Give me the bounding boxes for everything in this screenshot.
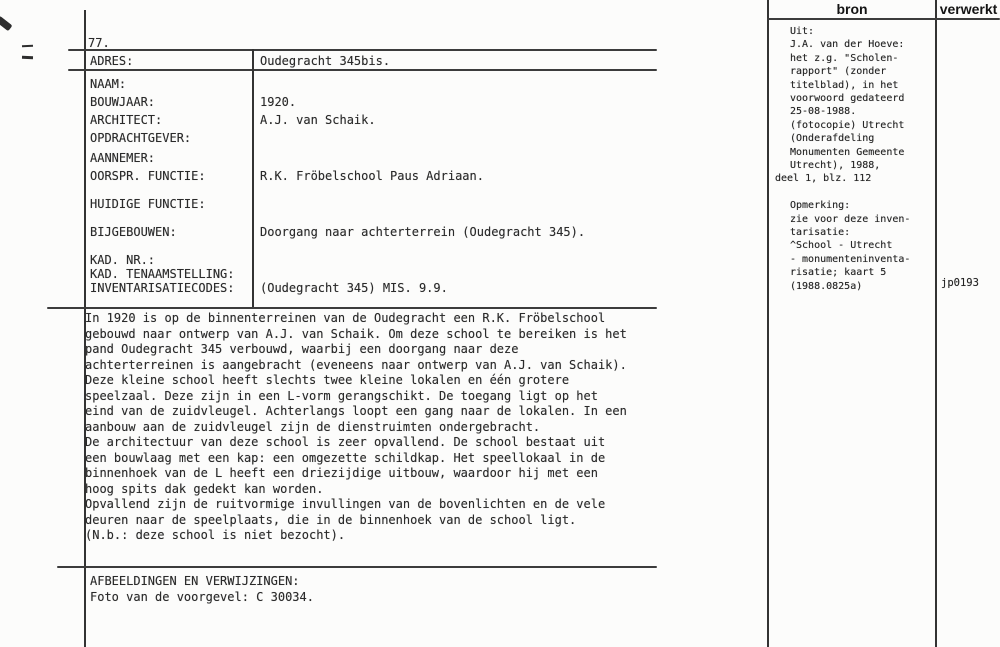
description-line: (N.b.: deze school is niet bezocht). bbox=[85, 528, 346, 542]
rule-under-page-number bbox=[68, 49, 657, 51]
field-label: OPDRACHTGEVER: bbox=[90, 131, 192, 145]
reference-item: Foto van de voorgevel: C 30034. bbox=[90, 590, 314, 604]
field-row-naam bbox=[0, 77, 660, 93]
field-value: 1920. bbox=[260, 95, 297, 109]
bron-line: zie voor deze inven- bbox=[790, 213, 911, 225]
field-row-architect bbox=[0, 113, 660, 129]
bron-line: rapport" (zonder bbox=[790, 66, 887, 78]
bron-line: (fotocopie) Utrecht bbox=[790, 119, 905, 131]
references-heading: AFBEELDINGEN EN VERWIJZINGEN: bbox=[90, 574, 300, 588]
scan-artifact bbox=[0, 16, 12, 31]
rule-above-description bbox=[47, 307, 657, 309]
scan-artifact bbox=[22, 45, 33, 48]
field-label: KAD. TENAAMSTELLING: bbox=[90, 267, 235, 281]
page-number: 77. bbox=[88, 36, 110, 50]
description-line: aanbouw aan de zuidvleugel zijn de dienstruimten ondergebracht. bbox=[85, 419, 541, 434]
field-row-oorspr-functie bbox=[0, 169, 660, 185]
bron-line: risatie; kaart 5 bbox=[790, 267, 887, 279]
bron-line: Opmerking: bbox=[790, 200, 851, 212]
bron-line: Monumenten Gemeente bbox=[790, 146, 905, 158]
bron-line: ^School - Utrecht bbox=[790, 240, 893, 252]
field-row-huidige-functie bbox=[0, 197, 660, 213]
sidebar-column-divider bbox=[935, 0, 937, 647]
description-line: binnenhoek van de L heeft een driezijdige uitbouw, waardoor hij met een bbox=[85, 466, 598, 480]
field-label: ADRES: bbox=[90, 54, 134, 68]
field-label: AANNEMER: bbox=[90, 151, 156, 165]
rule-above-references bbox=[57, 566, 657, 568]
description-line: In 1920 is op de binnenterreinen van de Oudegracht een R.K. Fröbelschool bbox=[85, 311, 606, 325]
bron-line: (1988.0825a) bbox=[790, 280, 863, 292]
description-line: achterterreinen is aangebracht (eveneens naar ontwerp van A.J. van Schaik). bbox=[85, 357, 627, 372]
bron-line: 25-08-1988. bbox=[790, 106, 857, 118]
field-value: Doorgang naar achterterrein (Oudegracht 345). bbox=[260, 225, 586, 239]
field-label: BOUWJAAR: bbox=[90, 95, 156, 109]
bron-text-block bbox=[775, 25, 911, 293]
field-label: NAAM: bbox=[90, 77, 127, 91]
bron-line: deel 1, blz. 112 bbox=[775, 173, 872, 185]
sidebar-left-border bbox=[767, 0, 769, 647]
description-line: eind van de zuidvleugel. Achterlangs loopt een gang naar de lokalen. In een bbox=[85, 404, 627, 418]
field-row-opdrachtgever bbox=[0, 131, 660, 147]
description-line: pand Oudegracht 345 verbouwd, waarbij een doorgang naar deze bbox=[85, 342, 519, 356]
description-line: een bouwlaag met een kap: een omgezette schildkap. Het speellokaal in de bbox=[85, 450, 606, 465]
field-row-inventarisatiecodes bbox=[0, 281, 660, 297]
bron-line: titelblad), in het bbox=[790, 79, 899, 91]
bron-line: Uit: bbox=[790, 26, 815, 37]
field-value: A.J. van Schaik. bbox=[260, 113, 376, 127]
description-line: De architectuur van deze school is zeer opvallend. De school bestaat uit bbox=[85, 435, 606, 449]
column-header-bron: bron bbox=[836, 1, 868, 17]
description-line: gebouwd naar ontwerp van A.J. van Schaik. Om deze school te bereiken is het bbox=[85, 326, 627, 341]
verwerkt-value: jp0193 bbox=[941, 277, 979, 289]
field-label: ARCHITECT: bbox=[90, 113, 163, 127]
bron-line: (Onderafdeling bbox=[790, 133, 875, 145]
description-line: deuren naar de speelplaats, die in de binnenhoek van de school ligt. bbox=[85, 512, 577, 527]
bron-line: Utrecht), 1988, bbox=[790, 160, 881, 172]
field-row-bouwjaar bbox=[0, 95, 660, 111]
description-line: Deze kleine school heeft slechts twee kleine lokalen en één grotere bbox=[85, 373, 570, 387]
bron-line: J.A. van der Hoeve: bbox=[790, 39, 905, 51]
field-label: BIJGEBOUWEN: bbox=[90, 225, 177, 239]
column-header-verwerkt: verwerkt bbox=[939, 1, 998, 17]
field-value: (Oudegracht 345) MIS. 9.9. bbox=[260, 281, 448, 295]
field-row-adres bbox=[0, 54, 660, 70]
field-row-aannemer bbox=[0, 151, 660, 167]
field-value: R.K. Fröbelschool Paus Adriaan. bbox=[260, 169, 484, 183]
description-line: hoog spits dak gedekt kan worden. bbox=[85, 481, 324, 496]
description-line: speelzaal. Deze zijn in een L-vorm gerangschikt. De toegang ligt op het bbox=[85, 388, 598, 403]
bron-line: voorwoord gedateerd bbox=[790, 93, 905, 105]
field-label: OORSPR. FUNCTIE: bbox=[90, 169, 206, 183]
field-row-bijgebouwen bbox=[0, 225, 660, 241]
field-label: KAD. NR.: bbox=[90, 253, 156, 267]
bron-line: het z.g. "Scholen- bbox=[790, 52, 899, 64]
bron-line: - monumenteninventa- bbox=[790, 253, 911, 265]
field-label: INVENTARISATIECODES: bbox=[90, 281, 235, 295]
description-block bbox=[85, 311, 660, 544]
description-line: Opvallend zijn de ruitvormige invullingen van de bovenlichten en de vele bbox=[85, 497, 606, 511]
bron-line bbox=[790, 186, 910, 199]
sidebar-header-rule bbox=[767, 18, 1000, 20]
field-label: HUIDIGE FUNCTIE: bbox=[90, 197, 206, 211]
field-value: Oudegracht 345bis. bbox=[260, 54, 391, 68]
bron-line: tarisatie: bbox=[790, 227, 851, 239]
